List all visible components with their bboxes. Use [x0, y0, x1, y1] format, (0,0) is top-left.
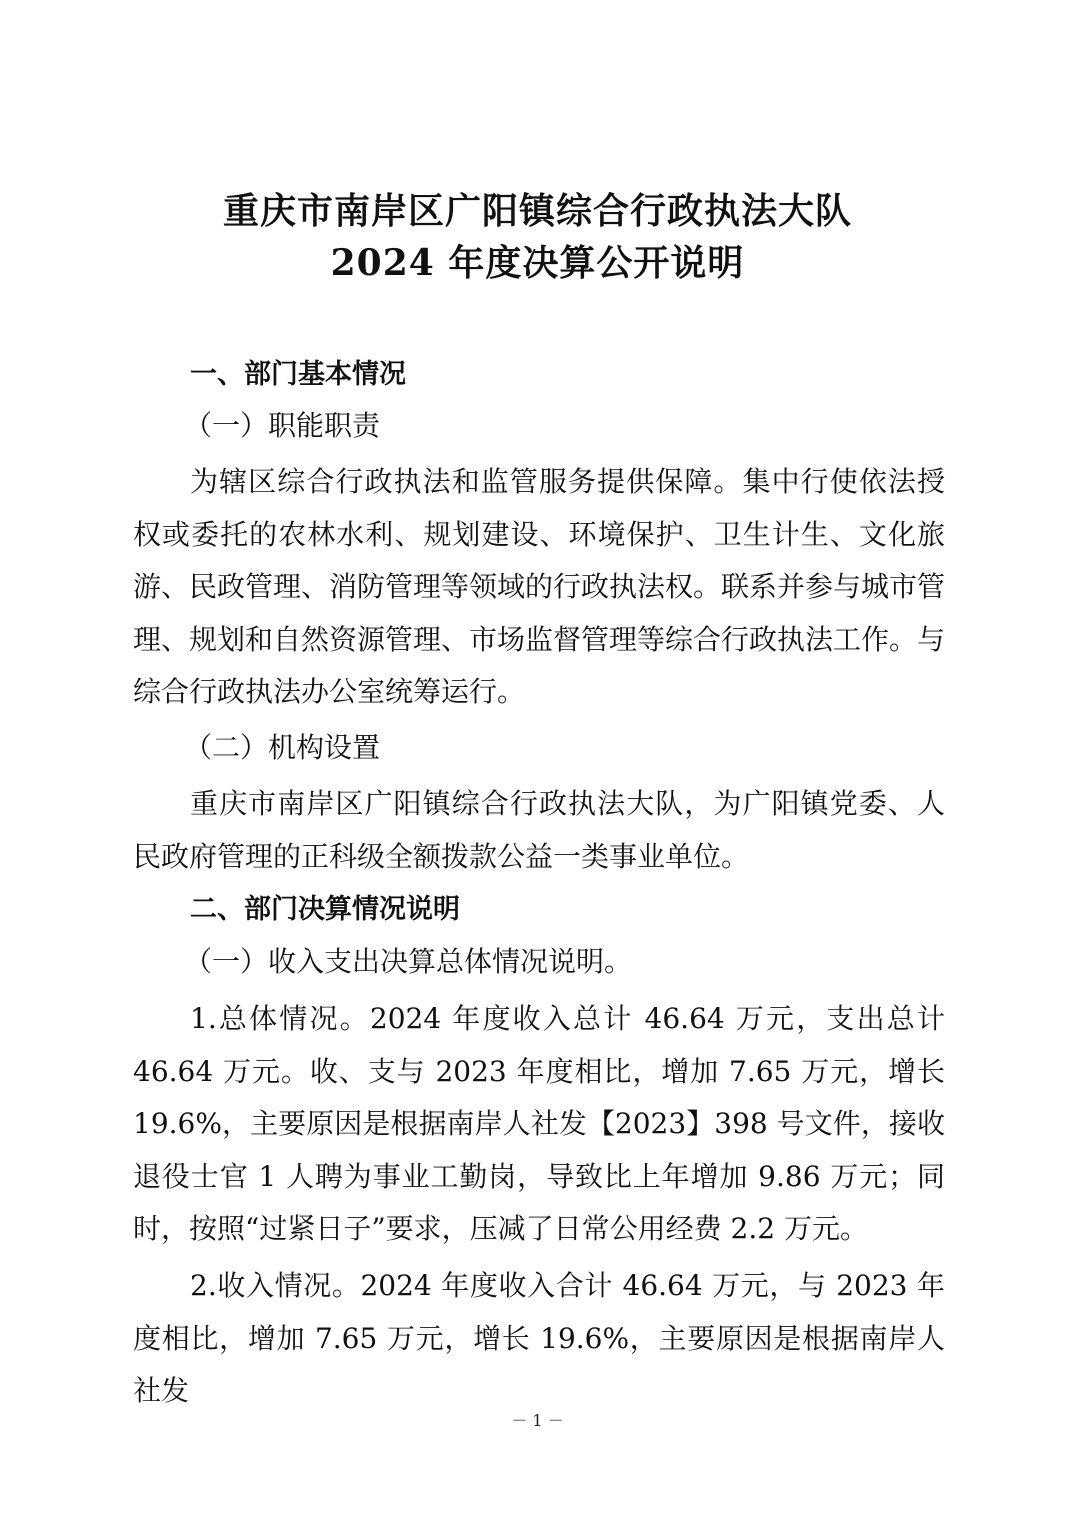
page-number: － 1 － [511, 1411, 564, 1430]
section1-heading: 一、部门基本情况 [190, 359, 406, 390]
section1-sub2-heading: （二）机构设置 [184, 731, 381, 764]
section2-sub1-heading: （一）收入支出决算总体情况说明。 [184, 945, 633, 978]
section1-sub1-heading: （一）职能职责 [184, 409, 381, 442]
document-title-line2: 2024 年度决算公开说明 [330, 242, 745, 284]
section2-para1: 1.总体情况。2024 年度收入总计 46.64 万元，支出总计 46.64 万元。收、支与 2023 年度相比，增加 7.65 万元，增长 19.6%，主要原因是根据南岸人社发【2023】398 号文件，接收退役士官 1 人聘为事业工勤岗，导致比上年增加 9.86 万元；同时，按照“过紧日子”要求，压减了日常公用经费 2.2 万元。 [133, 1002, 945, 1246]
section2-heading: 二、部门决算情况说明 [190, 894, 460, 925]
section1-sub1-body: 为辖区综合行政执法和监管服务提供保障。集中行使依法授权或委托的农林水利、规划建设、环境保护、卫生计生、文化旅游、民政管理、消防管理等领域的行政执法权。联系并参与城市管理、规划和自然资源管理、市场监督管理等综合行政执法工作。与综合行政执法办公室统筹运行。 [133, 465, 946, 709]
section1-sub2-body: 重庆市南岸区广阳镇综合行政执法大队，为广阳镇党委、人民政府管理的正科级全额拨款公益一类事业单位。 [133, 787, 945, 873]
section2-para2: 2.收入情况。2024 年度收入合计 46.64 万元，与 2023 年度相比，增加 7.65 万元，增长 19.6%，主要原因是根据南岸人社发 [133, 1269, 945, 1408]
document-title-line1: 重庆市南岸区广阳镇综合行政执法大队 [222, 190, 852, 232]
